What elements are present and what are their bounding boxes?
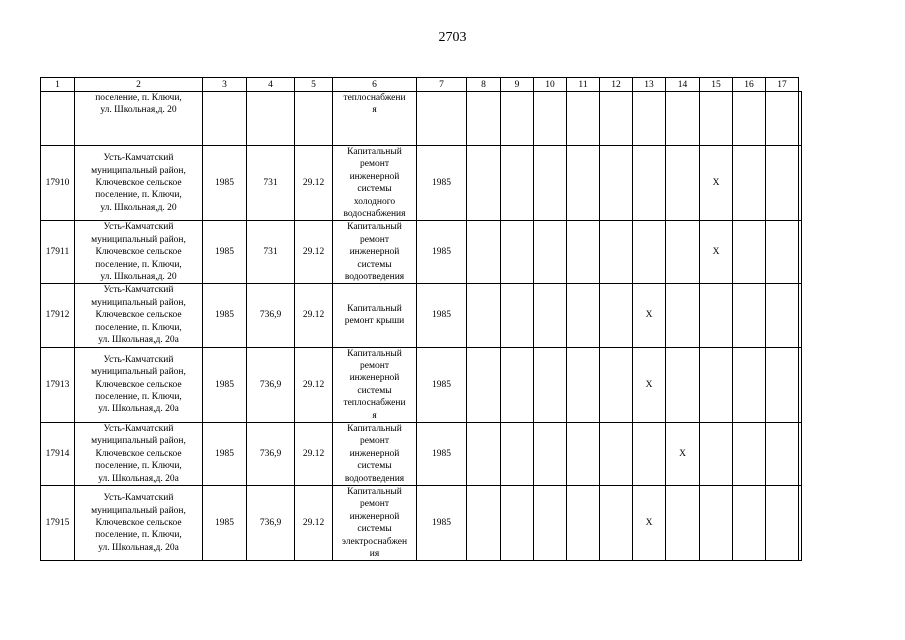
mark-cell <box>766 347 799 422</box>
year-cell: 1985 <box>203 146 247 221</box>
mark-cell <box>467 146 501 221</box>
mark-cell <box>600 221 633 284</box>
mark-cell <box>567 347 600 422</box>
year2-cell: 1985 <box>417 284 467 347</box>
mark-cell <box>733 284 766 347</box>
mark-cell <box>700 92 733 146</box>
mark-cell <box>534 221 567 284</box>
mark-cell <box>633 146 666 221</box>
mark-cell: X <box>633 347 666 422</box>
mark-cell <box>666 485 700 560</box>
mark-cell <box>600 284 633 347</box>
area-cell <box>247 92 295 146</box>
table-row <box>41 221 802 284</box>
address-cell: Усть-Камчатский муниципальный район, Ключевское сельское поселение, п. Ключи, ул. Школьная,д. 20а <box>75 284 203 347</box>
record-id: 17910 <box>41 146 75 221</box>
work-type-cell: Капитальный ремонт инженерной системы холодного водоснабжения <box>333 146 417 221</box>
mark-cell <box>501 146 534 221</box>
mark-cell <box>501 422 534 485</box>
table-row <box>41 92 802 146</box>
mark-cell: X <box>633 284 666 347</box>
area-cell: 731 <box>247 146 295 221</box>
mark-cell <box>600 92 633 146</box>
work-type-cell: Капитальный ремонт инженерной системы теплоснабжени я <box>333 347 417 422</box>
record-id <box>41 92 75 146</box>
mark-cell <box>567 284 600 347</box>
column-header: 16 <box>733 78 766 92</box>
mark-cell <box>534 284 567 347</box>
column-header: 11 <box>567 78 600 92</box>
mark-cell: X <box>700 146 733 221</box>
mark-cell <box>733 146 766 221</box>
mark-cell <box>534 92 567 146</box>
mark-cell <box>733 221 766 284</box>
mark-cell <box>666 221 700 284</box>
mark-cell <box>700 422 733 485</box>
mark-cell <box>467 284 501 347</box>
address-cell: Усть-Камчатский муниципальный район, Ключевское сельское поселение, п. Ключи, ул. Школьная,д. 20а <box>75 347 203 422</box>
date-cell: 29.12 <box>295 347 333 422</box>
mark-cell <box>766 146 799 221</box>
address-cell: Усть-Камчатский муниципальный район, Ключевское сельское поселение, п. Ключи, ул. Школьная,д. 20 <box>75 146 203 221</box>
year2-cell: 1985 <box>417 485 467 560</box>
mark-cell <box>666 146 700 221</box>
column-header: 6 <box>333 78 417 92</box>
column-header: 15 <box>700 78 733 92</box>
date-cell: 29.12 <box>295 284 333 347</box>
mark-cell <box>799 422 802 485</box>
mark-cell <box>799 485 802 560</box>
mark-cell <box>799 92 802 146</box>
mark-cell <box>501 92 534 146</box>
mark-cell <box>534 422 567 485</box>
header-row <box>41 78 802 92</box>
area-cell: 736,9 <box>247 485 295 560</box>
mark-cell <box>501 284 534 347</box>
register-table <box>40 77 802 561</box>
column-header: 10 <box>534 78 567 92</box>
mark-cell <box>799 347 802 422</box>
mark-cell <box>666 92 700 146</box>
mark-cell <box>633 422 666 485</box>
address-cell: поселение, п. Ключи, ул. Школьная,д. 20 <box>75 92 203 146</box>
mark-cell <box>633 92 666 146</box>
mark-cell <box>600 485 633 560</box>
area-cell: 736,9 <box>247 422 295 485</box>
mark-cell <box>534 146 567 221</box>
year2-cell <box>417 92 467 146</box>
date-cell <box>295 92 333 146</box>
mark-cell <box>700 284 733 347</box>
year-cell: 1985 <box>203 221 247 284</box>
column-header: 5 <box>295 78 333 92</box>
mark-cell <box>666 347 700 422</box>
work-type-cell: Капитальный ремонт инженерной системы водоотведения <box>333 221 417 284</box>
mark-cell <box>534 485 567 560</box>
mark-cell <box>567 221 600 284</box>
area-cell: 736,9 <box>247 347 295 422</box>
mark-cell <box>467 92 501 146</box>
mark-cell <box>534 347 567 422</box>
date-cell: 29.12 <box>295 221 333 284</box>
year2-cell: 1985 <box>417 347 467 422</box>
area-cell: 731 <box>247 221 295 284</box>
mark-cell <box>501 221 534 284</box>
work-type-cell: Капитальный ремонт инженерной системы водоотведения <box>333 422 417 485</box>
mark-cell <box>600 422 633 485</box>
mark-cell <box>567 92 600 146</box>
mark-cell <box>666 284 700 347</box>
year2-cell: 1985 <box>417 221 467 284</box>
mark-cell <box>799 284 802 347</box>
mark-cell <box>733 347 766 422</box>
record-id: 17914 <box>41 422 75 485</box>
record-id: 17911 <box>41 221 75 284</box>
work-type-cell: теплоснабжени я <box>333 92 417 146</box>
mark-cell: X <box>666 422 700 485</box>
record-id: 17913 <box>41 347 75 422</box>
address-cell: Усть-Камчатский муниципальный район, Ключевское сельское поселение, п. Ключи, ул. Школьная,д. 20а <box>75 485 203 560</box>
record-id: 17912 <box>41 284 75 347</box>
column-header: 14 <box>666 78 700 92</box>
mark-cell <box>799 221 802 284</box>
mark-cell <box>766 221 799 284</box>
table-row <box>41 146 802 221</box>
mark-cell <box>766 284 799 347</box>
mark-cell <box>733 485 766 560</box>
mark-cell <box>501 347 534 422</box>
table-row <box>41 347 802 422</box>
year-cell: 1985 <box>203 347 247 422</box>
year2-cell: 1985 <box>417 146 467 221</box>
mark-cell <box>700 485 733 560</box>
mark-cell <box>733 422 766 485</box>
area-cell: 736,9 <box>247 284 295 347</box>
date-cell: 29.12 <box>295 146 333 221</box>
mark-cell <box>766 485 799 560</box>
mark-cell <box>467 485 501 560</box>
column-header: 8 <box>467 78 501 92</box>
mark-cell <box>467 422 501 485</box>
mark-cell: X <box>700 221 733 284</box>
mark-cell <box>633 221 666 284</box>
work-type-cell: Капитальный ремонт крыши <box>333 284 417 347</box>
table-row <box>41 284 802 347</box>
table-row <box>41 485 802 560</box>
mark-cell <box>600 146 633 221</box>
column-header: 17 <box>766 78 799 92</box>
record-id: 17915 <box>41 485 75 560</box>
year-cell: 1985 <box>203 284 247 347</box>
year-cell: 1985 <box>203 485 247 560</box>
address-cell: Усть-Камчатский муниципальный район, Ключевское сельское поселение, п. Ключи, ул. Школьная,д. 20а <box>75 422 203 485</box>
mark-cell <box>766 422 799 485</box>
mark-cell <box>467 347 501 422</box>
date-cell: 29.12 <box>295 422 333 485</box>
mark-cell <box>600 347 633 422</box>
page-number: 2703 <box>438 30 467 45</box>
mark-cell <box>467 221 501 284</box>
address-cell: Усть-Камчатский муниципальный район, Ключевское сельское поселение, п. Ключи, ул. Школьная,д. 20 <box>75 221 203 284</box>
mark-cell <box>501 485 534 560</box>
mark-cell <box>567 146 600 221</box>
column-header: 13 <box>633 78 666 92</box>
mark-cell <box>766 92 799 146</box>
column-header: 12 <box>600 78 633 92</box>
column-header: 4 <box>247 78 295 92</box>
column-header: 3 <box>203 78 247 92</box>
work-type-cell: Капитальный ремонт инженерной системы электроснабжен ия <box>333 485 417 560</box>
table-row <box>41 422 802 485</box>
mark-cell <box>567 485 600 560</box>
mark-cell <box>733 92 766 146</box>
mark-cell: X <box>633 485 666 560</box>
year-cell: 1985 <box>203 422 247 485</box>
column-header: 2 <box>75 78 203 92</box>
year2-cell: 1985 <box>417 422 467 485</box>
mark-cell <box>700 347 733 422</box>
mark-cell <box>567 422 600 485</box>
column-header: 9 <box>501 78 534 92</box>
column-header: 7 <box>417 78 467 92</box>
column-header: 1 <box>41 78 75 92</box>
date-cell: 29.12 <box>295 485 333 560</box>
year-cell <box>203 92 247 146</box>
mark-cell <box>799 146 802 221</box>
